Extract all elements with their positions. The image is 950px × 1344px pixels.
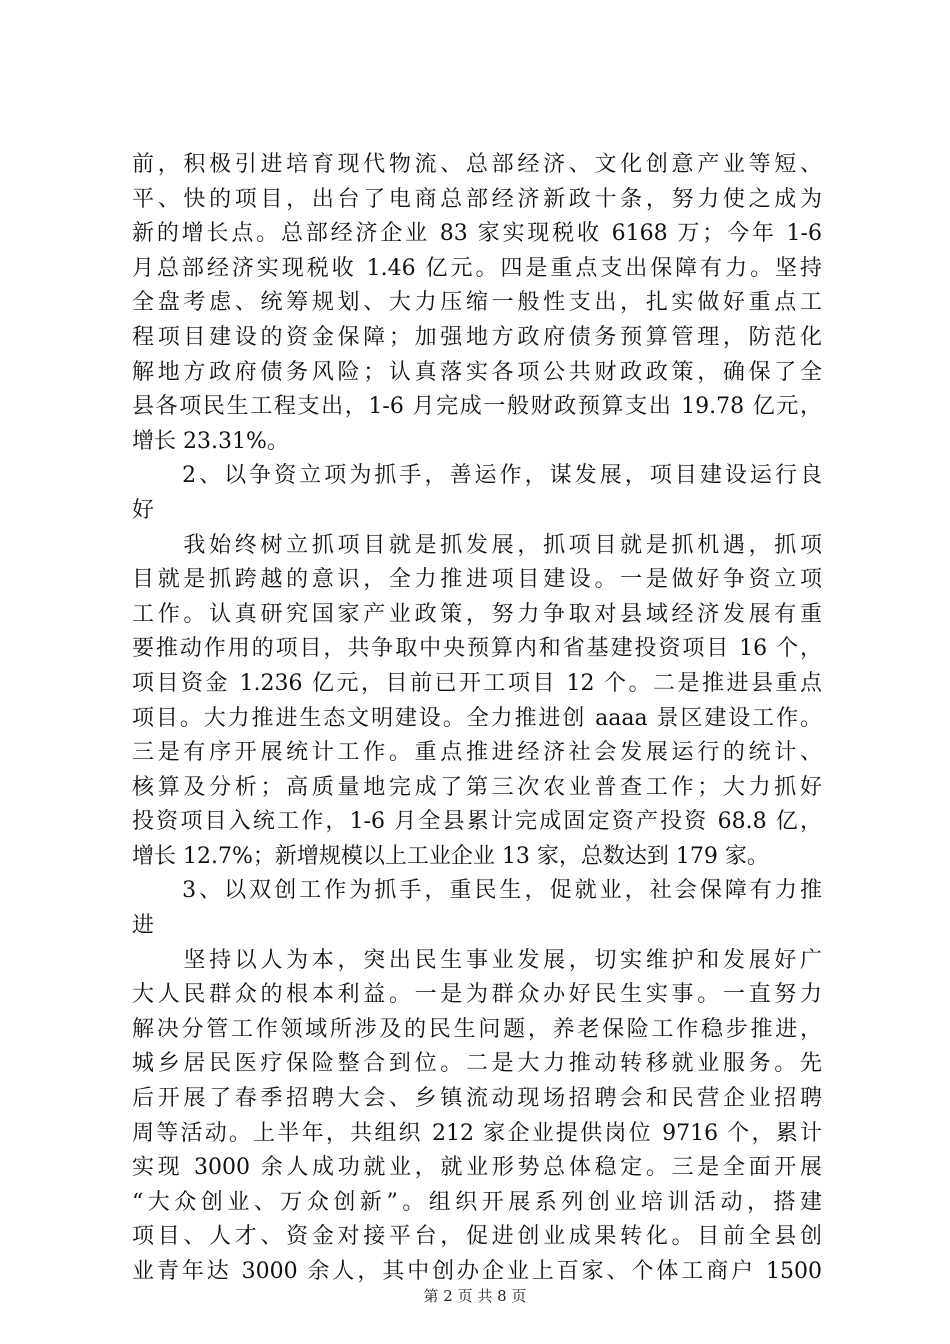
section-heading: 进	[132, 913, 155, 939]
text-line: 坚持以人为本，突出民生事业发展，切实维护和发展好广	[132, 947, 822, 973]
text-line: 全盘考虑、统筹规划、大力压缩一般性支出，扎实做好重点工	[132, 290, 822, 316]
text-line: 项目、人才、资金对接平台，促进创业成果转化。目前全县创	[132, 1224, 822, 1250]
document-body	[132, 148, 822, 1290]
text-line: 投资项目入统工作，1-6 月全县累计完成固定资产投资 68.8 亿，	[132, 809, 822, 835]
text-line: 县各项民生工程支出，1-6 月完成一般财政预算支出 19.78 亿元，	[132, 394, 822, 420]
text-line: 我始终树立抓项目就是抓发展，抓项目就是抓机遇，抓项	[132, 532, 822, 558]
text-line: 月总部经济实现税收 1.46 亿元。四是重点支出保障有力。坚持	[132, 255, 822, 281]
text-line: 增长 12.7%；新增规模以上工业企业 13 家，总数达到 179 家。	[132, 843, 769, 869]
text-line: 要推动作用的项目，共争取中央预算内和省基建投资项目 16 个，	[132, 636, 822, 662]
text-line: 新的增长点。总部经济企业 83 家实现税收 6168 万；今年 1-6	[132, 221, 822, 247]
text-line: 解地方政府债务风险；认真落实各项公共财政政策，确保了全	[132, 359, 822, 385]
text-line: 三是有序开展统计工作。重点推进经济社会发展运行的统计、	[132, 740, 822, 766]
text-line: 工作。认真研究国家产业政策，努力争取对县域经济发展有重	[132, 601, 822, 627]
text-line: 业青年达 3000 余人，其中创办企业上百家、个体工商户 1500	[132, 1259, 822, 1284]
text-line: 周等活动。上半年，共组织 212 家企业提供岗位 9716 个，累计	[132, 1120, 822, 1146]
text-line: 前，积极引进培育现代物流、总部经济、文化创意产业等短、	[132, 152, 822, 177]
text-line: 核算及分析；高质量地完成了第三次农业普查工作；大力抓好	[132, 774, 822, 800]
text-line: 程项目建设的资金保障；加强地方政府债务预算管理，防范化	[132, 324, 822, 350]
text-line: 项目。大力推进生态文明建设。全力推进创 aaaa 景区建设工作。	[132, 705, 822, 731]
text-line: 增长 23.31%。	[132, 428, 289, 454]
text-line: 后开展了春季招聘大会、乡镇流动现场招聘会和民营企业招聘	[132, 1086, 822, 1112]
text-line: “大众创业、万众创新”。组织开展系列创业培训活动，搭建	[132, 1189, 822, 1215]
text-line: 大人民群众的根本利益。一是为群众办好民生实事。一直努力	[132, 982, 822, 1008]
page-number-footer: 第 2 页 共 8 页	[423, 1287, 527, 1305]
section-heading: 3、以双创工作为抓手，重民生，促就业，社会保障有力推	[132, 878, 822, 904]
section-heading: 2、以争资立项为抓手，善运作，谋发展，项目建设运行良	[132, 463, 822, 489]
section-heading: 好	[132, 497, 155, 523]
text-line: 平、快的项目，出台了电商总部经济新政十条，努力使之成为	[132, 186, 822, 212]
text-line: 解决分管工作领域所涉及的民生问题，养老保险工作稳步推进，	[132, 1016, 822, 1042]
text-line: 项目资金 1.236 亿元，目前已开工项目 12 个。二是推进县重点	[132, 670, 822, 696]
text-line: 实现 3000 余人成功就业，就业形势总体稳定。三是全面开展	[132, 1155, 822, 1181]
text-line: 城乡居民医疗保险整合到位。二是大力推动转移就业服务。先	[132, 1051, 822, 1077]
text-line: 目就是抓跨越的意识，全力推进项目建设。一是做好争资立项	[132, 567, 822, 593]
